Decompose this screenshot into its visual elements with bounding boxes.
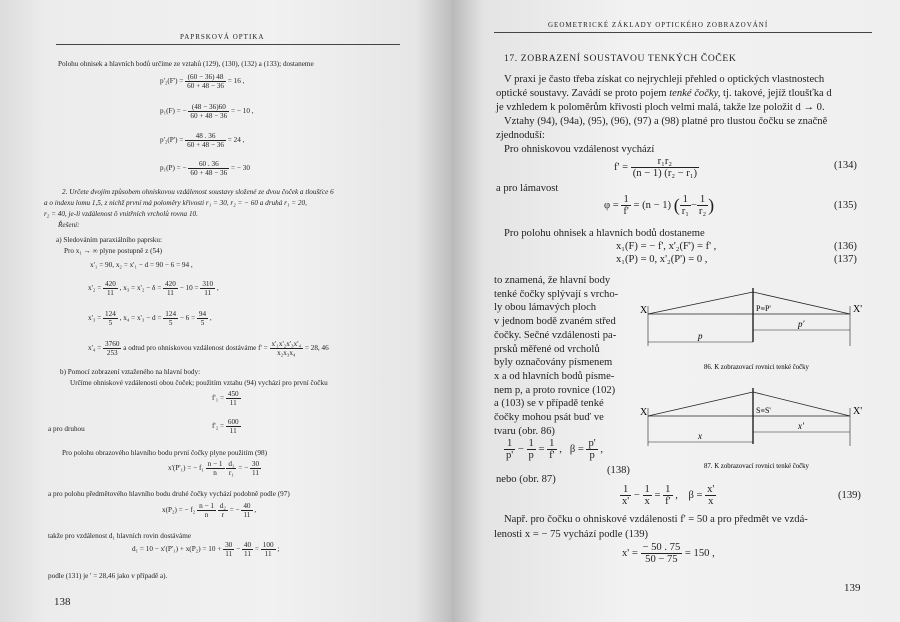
- eq-part: , x₄ = x'₃ − d =: [119, 314, 162, 323]
- task-line-1: 2. Určete dvojím způsobem ohniskovou vzdálenost soustavy složené ze dvou čoček a tloušťce 6: [62, 188, 334, 196]
- denominator: 60 + 48 − 36: [190, 169, 228, 177]
- fraction: [188, 103, 229, 120]
- numerator: 450: [227, 390, 239, 398]
- eq-part: a odtud pro ohniskovou vzdálenost dostáváme f' =: [123, 344, 268, 353]
- figure-86: [638, 282, 894, 374]
- fraction: [197, 502, 216, 519]
- eq-lhs: p'₂(P') =: [160, 136, 184, 145]
- numerator: n − 1: [207, 460, 223, 468]
- fraction: [270, 340, 304, 357]
- fraction: [250, 460, 261, 477]
- body-line: tvaru (obr. 86): [494, 425, 555, 437]
- eq-part: x'(P'₁) = − f₁: [168, 464, 204, 473]
- eq-lhs: f' =: [614, 161, 629, 173]
- right-header-rule: [494, 32, 872, 33]
- eq-part: ,: [216, 284, 219, 293]
- denominator: n: [197, 510, 216, 519]
- or-label: nebo (obr. 87): [496, 474, 556, 485]
- para1-line2: [496, 88, 832, 99]
- numerator: 40: [243, 541, 252, 549]
- eq-lhs: p'₂(F') =: [160, 77, 184, 86]
- equation-f1: [160, 103, 254, 120]
- minus: −: [633, 489, 640, 501]
- task-line-3: r₂ = 40, je-li vzdálenost ô vnitřních vrcholů rovna 10.: [44, 210, 198, 218]
- numerator: d₁: [228, 460, 235, 468]
- label-x-prime: X': [853, 406, 863, 417]
- label-center: P≡P': [756, 304, 771, 313]
- label-p: p: [698, 331, 703, 341]
- denominator: 5: [103, 318, 118, 327]
- label-center: S≡S': [756, 406, 771, 415]
- equation-135: [604, 194, 714, 217]
- fraction: [226, 460, 236, 477]
- denominator: x: [705, 495, 716, 507]
- part-b-eq1: [212, 390, 241, 407]
- example-line1: Např. pro čočku o ohniskové vzdálenosti f' = 50 a pro předmět ve vzdá-: [504, 514, 808, 525]
- example-line2: lenosti x = − 75 vychází podle (139): [494, 529, 649, 540]
- denominator: x: [644, 496, 650, 507]
- numerator: 1: [506, 438, 513, 449]
- eq-tag-135: (135): [834, 200, 857, 211]
- equation-138: [504, 438, 603, 461]
- incident-ray: [648, 392, 753, 416]
- fraction: [185, 132, 226, 149]
- eq-part: = (n − 1): [633, 199, 672, 211]
- para1-line1: V praxi je často třeba získat co nejrychleji přehled o optických vlastnostech: [504, 74, 825, 85]
- numerator: 1: [644, 484, 650, 495]
- fraction: [163, 310, 178, 327]
- figure-87-caption: 87. K zobrazovací rovnici tenké čočky: [704, 463, 809, 470]
- denominator: 5: [163, 318, 178, 327]
- denominator: 60 + 48 − 36: [190, 112, 228, 120]
- fraction: [188, 160, 229, 177]
- right-running-head: GEOMETRICKÉ ZÁKLADY OPTICKÉHO ZOBRAZOVÁNÍ: [548, 21, 769, 29]
- body-line: ly obou lámavých ploch: [494, 302, 597, 314]
- denominator: p: [586, 449, 597, 461]
- eq-rhs: = 24 ,: [227, 136, 245, 145]
- part-b-eq2: [212, 418, 241, 435]
- fraction: [705, 484, 716, 507]
- fraction: [620, 484, 631, 507]
- numerator: (48 − 36)60: [191, 103, 226, 111]
- body-line: byly označovány písmenem: [494, 357, 613, 369]
- intro-text: Polohu ohnisek a hlavních bodů určíme ze vztahů (129), (130), (132) a (133); dostaneme: [58, 60, 314, 68]
- fraction: [527, 438, 536, 461]
- fraction: [663, 484, 672, 507]
- eq-part: − 10 =: [179, 284, 199, 293]
- solution-label: Řešení:: [58, 221, 80, 229]
- eq-part: ,: [254, 506, 257, 515]
- numerator: 124: [105, 310, 116, 318]
- beta-lhs: β =: [688, 489, 703, 501]
- numerator: 1: [528, 438, 534, 449]
- numerator: (60 − 36) 48: [187, 73, 224, 81]
- body-line: x a od hlavních bodů písme-: [494, 370, 615, 382]
- fraction: [242, 541, 253, 558]
- para2-line1: Vztahy (94), (94a), (95), (96), (97) a (98) platné pro tlustou čočku se značně: [504, 116, 828, 127]
- left-header-rule: [56, 44, 400, 45]
- eq-lhs: f'₁ =: [212, 394, 225, 403]
- numerator: 48 . 36: [195, 132, 216, 140]
- equation-134: [614, 156, 699, 179]
- denominator: 11: [241, 510, 252, 519]
- comma: ,: [675, 489, 686, 501]
- right-page-number: 139: [844, 582, 861, 594]
- figure-87: [638, 380, 894, 472]
- denominator: 11: [226, 398, 241, 407]
- denominator: f': [665, 496, 671, 507]
- equation-f2: [160, 73, 244, 90]
- section-title: 17. ZOBRAZENÍ SOUSTAVOU TENKÝCH ČOČEK: [504, 53, 737, 64]
- comma: ,: [559, 443, 568, 455]
- fraction: [586, 438, 597, 461]
- equals: =: [538, 443, 545, 455]
- part-a-heading: a) Sledováním paraxiálního paprsku:: [56, 236, 162, 244]
- eq-part: ;: [277, 545, 280, 554]
- label-x-prime: X': [853, 304, 863, 315]
- numerator: x'₁x'₂x'₃x'₄: [271, 340, 302, 348]
- fraction: [680, 194, 691, 217]
- numerator: 1: [549, 438, 555, 449]
- distance-text: takže pro vzdálenost d₁ hlavních rovin dostáváme: [48, 532, 192, 540]
- denominator: 11: [200, 288, 215, 297]
- eq-tag-137: (137): [834, 254, 857, 265]
- para2-line2: zjednoduší:: [496, 130, 545, 141]
- body-line: to znamená, že hlavní body: [494, 275, 611, 286]
- focal-intro: Pro ohniskovou vzdálenost vychází: [504, 144, 655, 155]
- denominator: 5: [197, 318, 208, 327]
- eq-tag-136: (136): [834, 241, 857, 252]
- paren-close: ): [708, 195, 715, 215]
- part-b-heading: b) Pomocí zobrazení vztaženého na hlavní body:: [60, 368, 201, 376]
- fraction: [697, 194, 708, 217]
- fraction: [226, 418, 241, 435]
- object-point-text: a pro polohu předmětového hlavního bodu druhé čočky vychází podobně podle (97): [48, 490, 290, 498]
- part-b-intro: Určíme ohniskové vzdálenosti obou čoček; použitím vztahu (94) vychází pro první čočku: [70, 379, 328, 387]
- equation-p1: [160, 160, 250, 177]
- denominator: 253: [103, 348, 121, 357]
- fraction: [223, 541, 234, 558]
- eq-part: − 6 =: [179, 314, 196, 323]
- numerator: 40: [243, 502, 251, 510]
- second-lens-label: a pro druhou: [48, 425, 85, 433]
- eq-tag-134: (134): [834, 160, 857, 171]
- denominator: 50 − 75: [641, 553, 683, 565]
- denominator: r₂: [698, 206, 707, 217]
- eq-lhs: x' =: [622, 547, 638, 559]
- italic-term: tenké čočky,: [669, 88, 721, 99]
- numerator: n − 1: [199, 502, 214, 510]
- denominator: p': [506, 450, 514, 461]
- denominator: 11: [163, 288, 178, 297]
- body-line: v jednom bodě zvaném střed: [494, 316, 616, 328]
- equation-final: [622, 542, 715, 565]
- part-a-eq3: [88, 310, 212, 327]
- numerator: − 50 . 75: [642, 542, 681, 553]
- equation-139: [620, 484, 716, 507]
- fraction: [643, 484, 652, 507]
- denominator: (n − 1) (r₂ − r₁): [632, 168, 698, 179]
- fraction: [641, 542, 683, 565]
- right-page: [452, 0, 900, 622]
- numerator: r₁r₂: [657, 156, 673, 167]
- numerator: 94: [198, 310, 207, 318]
- fraction: [200, 280, 215, 297]
- eq-lhs: f'₂ =: [212, 422, 225, 431]
- denominator: 11: [261, 549, 276, 558]
- numerator: 60 . 36: [198, 160, 219, 168]
- eq-lhs: p₁(F) = −: [160, 107, 187, 116]
- label-x-prime-dist: x': [798, 421, 804, 431]
- denominator: 11: [226, 426, 241, 435]
- numerator: 30: [225, 541, 233, 549]
- fraction: [218, 502, 228, 519]
- denominator: r₁: [226, 468, 236, 477]
- numerator: 30: [251, 460, 260, 468]
- numerator: 1: [699, 194, 706, 205]
- body-line: prsků měřené od vrcholů: [494, 343, 600, 355]
- text-part: tj. takové, jejíž tloušťka d: [720, 88, 832, 99]
- minus: −: [690, 199, 697, 211]
- equals: =: [654, 489, 661, 501]
- eq-rhs: = − 10 ,: [231, 107, 254, 116]
- text-part: optické soustavy. Zavádí se proto pojem: [496, 88, 670, 99]
- fraction: [547, 438, 556, 461]
- eq-part: = 28, 46: [304, 344, 329, 353]
- denominator: n: [206, 468, 225, 477]
- equation-137: x₁(P) = 0, x'₂(P') = 0 ,: [616, 254, 708, 265]
- left-running-head: PAPRSKOVÁ OPTIKA: [180, 33, 265, 41]
- body-line: a (103) se v případě tenké: [494, 398, 604, 410]
- denominator: x₂x₃x₄: [270, 348, 304, 357]
- eq-part: x'₃ =: [88, 314, 102, 323]
- eq-part: =: [254, 545, 259, 554]
- fraction: [631, 156, 699, 179]
- part-a-eq2: [88, 280, 219, 297]
- fraction: [103, 340, 121, 357]
- fraction: [504, 438, 515, 461]
- fraction: [226, 390, 241, 407]
- fraction: [261, 541, 276, 558]
- body-line: čočky. Sečné vzdálenosti pa-: [494, 329, 617, 341]
- para1-line3: je vzhledem k poloměrům křivosti ploch velmi malá, takže lze položit d → 0.: [496, 102, 825, 113]
- body-line: čočky mohou psát buď ve: [494, 412, 604, 424]
- body-line: nem p, a proto rovnice (102): [494, 384, 616, 396]
- fraction: [241, 502, 252, 519]
- fraction: [206, 460, 225, 477]
- eq-rhs: = − 30: [231, 164, 250, 173]
- comma: ,: [600, 443, 604, 455]
- label-x: X: [640, 305, 648, 316]
- eq-tag-138: (138): [607, 465, 630, 476]
- part-a-eq4: [88, 340, 329, 357]
- eq-part: ,: [209, 314, 212, 323]
- numerator: p': [588, 438, 596, 449]
- numerator: d₂: [219, 502, 226, 510]
- left-page-number: 138: [54, 596, 71, 608]
- part-a-eq1: x'₁ = 90, x₂ = x'₁ − d = 90 − 6 = 94 ,: [90, 261, 193, 269]
- part-b-eq5: [132, 541, 279, 558]
- numerator: 3760: [105, 340, 120, 348]
- part-b-eq4: [162, 502, 256, 519]
- denominator: p: [528, 450, 534, 461]
- fraction: [163, 280, 178, 297]
- beta-lhs: β =: [569, 443, 584, 455]
- fraction: [197, 310, 208, 327]
- eq-tag-139: (139): [838, 490, 861, 501]
- minus: −: [517, 443, 524, 455]
- equation-136: x₁(F) = − f', x'₂(F') = f' ,: [616, 241, 717, 252]
- numerator: 124: [165, 310, 177, 318]
- eq-part: −: [236, 545, 241, 554]
- eq-rhs: = 16 ,: [227, 77, 245, 86]
- numerator: 310: [202, 280, 214, 288]
- equation-p2: [160, 132, 244, 149]
- denominator: f': [549, 450, 555, 461]
- fraction: [621, 194, 630, 217]
- denominator: 60 + 48 − 36: [187, 141, 224, 149]
- eq-part: x(P₂) = − f₂: [162, 506, 196, 515]
- eq-rhs: = 150 ,: [684, 547, 715, 559]
- fraction: [103, 310, 118, 327]
- denominator: f': [623, 206, 629, 217]
- fraction: [103, 280, 118, 297]
- denominator: 11: [223, 549, 234, 558]
- numerator: 1: [623, 194, 629, 205]
- numerator: x': [707, 484, 715, 495]
- eq-part: = −: [229, 506, 240, 515]
- numerator: 600: [227, 418, 239, 426]
- eq-lhs: φ =: [604, 199, 619, 211]
- part-b-eq3: [168, 460, 261, 477]
- numerator: 420: [105, 280, 116, 288]
- incident-ray: [648, 292, 753, 314]
- denominator: 11: [250, 468, 261, 477]
- body-column: [494, 274, 618, 438]
- paren-open: (: [673, 195, 680, 215]
- label-x: X: [640, 407, 648, 418]
- denominator: r₁: [681, 206, 689, 217]
- final-line: podle (131) je ' = 28,46 jako v případě a).: [48, 572, 168, 580]
- numerator: 1: [665, 484, 671, 495]
- denominator: x': [622, 496, 630, 507]
- fraction: [185, 73, 226, 90]
- numerator: 420: [165, 280, 176, 288]
- denominator: 11: [242, 549, 253, 558]
- label-x-dist: x: [698, 431, 702, 441]
- denominator: r: [218, 510, 228, 519]
- power-intro: a pro lámavost: [496, 183, 559, 194]
- denominator: 60 + 48 − 36: [187, 82, 224, 90]
- figure-86-caption: 86. K zobrazovací rovnici tenké čočky: [704, 364, 809, 371]
- eq-part: x'₂ =: [88, 284, 102, 293]
- eq-part: x'₄ =: [88, 344, 102, 353]
- numerator: 1: [622, 484, 629, 495]
- eq-part: , x₃ = x'₂ − δ =: [119, 284, 162, 293]
- part-a-intro: Pro x₁ → ∞ plyne postupně z (54): [64, 247, 163, 255]
- points-intro: Pro polohu ohnisek a hlavních bodů dostaneme: [504, 228, 705, 239]
- numerator: 1: [682, 194, 688, 205]
- task-line-2: a o indexu lomu 1,5, z nichž první má poloměry křivosti r₁ = 30, r₂ = − 60 a druhá r₁ = 20,: [44, 199, 307, 207]
- denominator: 11: [103, 288, 118, 297]
- image-point-text: Pro polohu obrazového hlavního bodu první čočky plyne použitím (98): [62, 449, 268, 457]
- eq-part: d₁ = 10 − x'(P'₁) + x(P₂) = 10 +: [132, 545, 222, 554]
- eq-part: = −: [238, 464, 249, 473]
- label-p-prime: p': [798, 319, 805, 329]
- body-line: tenké čočky splývají s vrcho-: [494, 288, 619, 300]
- numerator: 100: [262, 541, 274, 549]
- eq-lhs: p₁(P) = −: [160, 164, 187, 173]
